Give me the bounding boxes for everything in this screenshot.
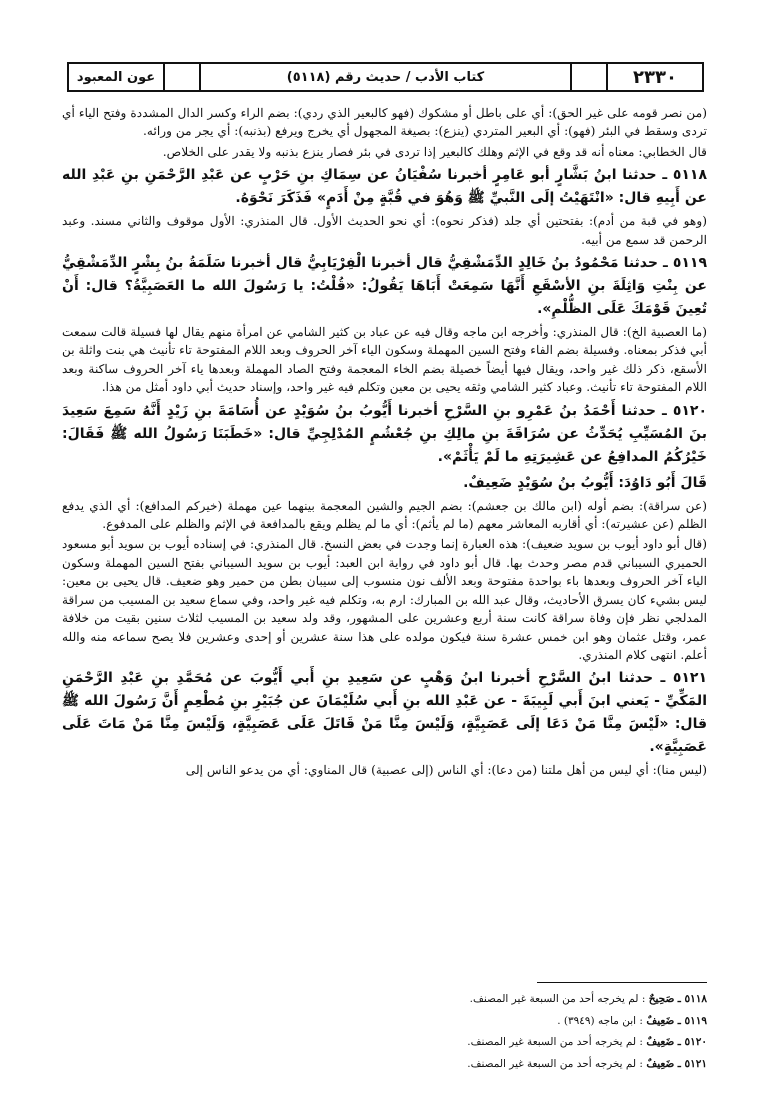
header-divider-cell	[163, 64, 199, 90]
footnote-note: : لم يخرجه أحد من السبعة غير المصنف.	[467, 1036, 643, 1048]
footnote-note: : لم يخرجه أحد من السبعة غير المصنف.	[469, 993, 646, 1005]
commentary-paragraph: (وهو في قبة من أدم): بفتحتين أي جلد (فذكر نحوه): أي نحو الحديث الأول. قال المنذري: الأول موقوف والثاني مسند. وعبد الرحمن قد سمع من أبيه.	[62, 214, 707, 247]
header-title: كتاب الأدب / حديث رقم (٥١١٨)	[199, 64, 570, 90]
header-divider-cell	[570, 64, 606, 90]
footnote-number: ٥١٢١ ـ	[677, 1057, 707, 1070]
footnote-number: ٥١٢٠ ـ	[677, 1036, 707, 1048]
commentary-paragraph: (ليس منا): أي ليس من أهل ملتنا (من دعا): أي الناس (إلى عصبية) قال المناوي: أي من يدعو الناس إلى	[185, 763, 707, 778]
footnote-grade: ضَعِيفٌ	[646, 1036, 675, 1048]
main-text	[62, 104, 707, 782]
hadith-5121: ٥١٢١ ـ حدثنا ابنُ السَّرْحِ أخبرنا ابنُ وَهْبٍ عن سَعِيدِ بنِ أَبي أَيُّوبَ عن مُحَمَّدِ بنِ عَبْدِ الرَّحْمَنِ المَكِّيِّ - يَعني ابنَ أَبي لَبِيبَةَ - عن عَبْدِ الله بنِ أَبي سُلَيْمَانَ عن جُبَيْرِ بنِ مُطْعِمٍ أَنَّ رَسُولَ الله ﷺ قال: «لَيْسَ مِنَّا مَنْ دَعَا إلَى عَصَبِيَّةٍ، وَلَيْسَ مِنَّا مَنْ قَاتَلَ عَلَى عَصَبِيَّةٍ، وَلَيْسَ مِنَّا مَنْ مَاتَ عَلَى عَصَبِيَّةٍ».	[62, 670, 707, 756]
footnote	[287, 1054, 707, 1076]
page-number: ٢٣٣٠	[606, 64, 702, 90]
footnote-grade: ضَعِيفٌ	[646, 1057, 675, 1070]
footnote	[287, 1032, 707, 1054]
footnote	[287, 1011, 707, 1033]
footnote-note: : لم يخرجه أحد من السبعة غير المصنف.	[467, 1057, 643, 1070]
footnote-separator	[537, 982, 707, 983]
footnote-grade: صَحِيحٌ	[648, 993, 675, 1005]
running-header	[67, 62, 704, 92]
hadith-5118: ٥١١٨ ـ حدثنا ابنُ بَشَّارٍ أبو عَامِرٍ أخبرنا سُفْيَانُ عن سِمَاكِ بنِ حَرْبٍ عن عَبْدِ الرَّحْمَنِ بنِ عَبْدِ الله عن أَبِيهِ قال: «انْتَهَيْتُ إلَى النَّبيِّ ﷺ وَهُوَ في قُبَّةٍ مِنْ أَدَمٍ» فَذَكَرَ نَحْوَهُ.	[62, 167, 707, 207]
footnote-grade: ضَعِيفٌ	[646, 1014, 675, 1027]
commentary-paragraph: (عن سراقة): بضم أوله (ابن مالك بن جعشم): بضم الجيم والشين المعجمة بينهما عين مهملة (خيركم المدافع): أي الذي يدفع الظلم (عن عشيرته): أي أقاربه المعاشر معهم (ما لم يأثم): أي ما لم يظلم ويقع بالمدافعة في الإثم والظلم على المدفوع.	[62, 498, 707, 532]
footnote-number: ٥١١٩ ـ	[677, 1014, 707, 1027]
footnotes	[287, 989, 707, 1075]
commentary-paragraph: قال الخطابي: معناه أنه قد وقع في الإثم وهلك كالبعير إذا تردى في بئر فصار ينزع بذنبه ولا يقدر على الخلاص.	[162, 144, 707, 159]
abu-dawud-remark: قَالَ أَبُو دَاوُدَ: أَيُّوبُ بنُ سُوَيْدٍ ضَعِيفٌ.	[463, 474, 707, 491]
hadith-5120: ٥١٢٠ ـ حدثنا أَحْمَدُ بنُ عَمْرِو بنِ السَّرْحِ أخبرنا أَيُّوبُ بنُ سُوَيْدٍ عن أُسَامَةَ بنِ زَيْدٍ أَنَّهُ سَمِعَ سَعِيدَ بنَ المُسَيِّبِ يُحَدِّثُ عن سُرَاقَةَ بنِ مالِكِ بنِ جُعْشُمٍ المُدْلِجِيِّ قال: «خَطَبَنَا رَسُولُ الله ﷺ فَقَالَ: خَيْرُكُمُ المدافِعُ عن عَشِيرَتِهِ ما لَمْ يَأْثَمْ».	[62, 402, 707, 465]
book-name: عون المعبود	[76, 69, 156, 85]
footnote-number: ٥١١٨ ـ	[677, 993, 707, 1005]
commentary-paragraph: (قال أبو داود أيوب بن سويد ضعيف): هذه العبارة إنما وجدت في بعض النسخ. قال المنذري: في إسناده أيوب بن سويد أبو مسعود الحميري السيباني قدم مصر وحدث بها. قال أبو داود في رواية ابن العبد: أيوب بن سويد السيباني بفتح السين المهملة وسكون الياء آخر الحروف وبعدها باء بواحدة مفتوحة وبعد الألف نون منسوب إلى سيبان بطن من حمير وهو ضعيف. قال يحيى بن معين: ليس بشيء كان يسرق الأحاديث، وقال عبد الله بن المبارك: ارم به، وتكلم فيه غير واحد، وفي سماع سعيد بن المسيب من سراقة المدلجي نظر فإن وفاة سراقة كانت سنة أربع وعشرين على المشهور، وقد ولد سعيد بن المسيب لثلاث سنين بقيت من خلافة عمر، وقتل عثمان وهو ابن خمس عشرة سنة فيكون مولده على هذا سنة عشرين أو إحدى وعشرين فلا يصح سماعه منه والله أعلم. انتهى كلام المنذري.	[62, 537, 707, 662]
footnote-note: : ابن ماجه (٣٩٤٩) .	[557, 1014, 643, 1027]
commentary-paragraph: (من نصر قومه على غير الحق): أي على باطل أو مشكوك (فهو كالبعير الذي ردي): بضم الراء وكسر الدال المشددة وفتح الياء أي تردى وسقط في البئر (فهو): أي البعير المتردي (ينزع): بصيغة المجهول أي يخرج ويرفع (بذنبه): أي يجر من ورائه.	[62, 106, 707, 139]
footnote	[287, 989, 707, 1011]
commentary-paragraph: (ما العصبية الخ): قال المنذري: وأخرجه ابن ماجه وقال فيه عن عباد بن كثير الشامي عن امرأة منهم يقال لها فسيلة قالت سمعت أبي فذكر بمعناه. وفسيلة بضم الفاء وفتح السين المهملة وسكون الياء آخر الحروف وبعد اللام المفتوحة تاء تأنيث هي بنت واثلة بن الأسقع، ذكر ذلك غير واحد، ويقال فيها أيضاً خصيلة بضم الخاء المعجمة وفتح الصاد المهملة وبعدها ياء آخر الحروف ساكنة وبعد اللام المفتوحة تاء تأنيث. وعباد كثير الشامي وثقه يحيى بن معين وتكلم فيه غير واحد، وإسناد حديث أبي داود أمثل من هذا.	[62, 325, 707, 395]
hadith-5119: ٥١١٩ ـ حدثنا مَحْمُودُ بنُ خَالِدٍ الدِّمَشْقِيُّ قال أخبرنا الْفِرْيَابِيُّ قال أخبرنا سَلَمَةُ بنُ بِشْرٍ الدِّمَشْقِيُّ عن بِنْتِ وَاثِلَةَ بنِ الأسْقَعِ أَنَّهَا سَمِعَتْ أَبَاهَا يَقُولُ: «قُلْتُ: يا رَسُولَ الله ما العَصَبِيَّةُ؟ قال: أَنْ تُعِينَ قَوْمَكَ عَلَى الظُّلْمِ».	[62, 255, 707, 318]
